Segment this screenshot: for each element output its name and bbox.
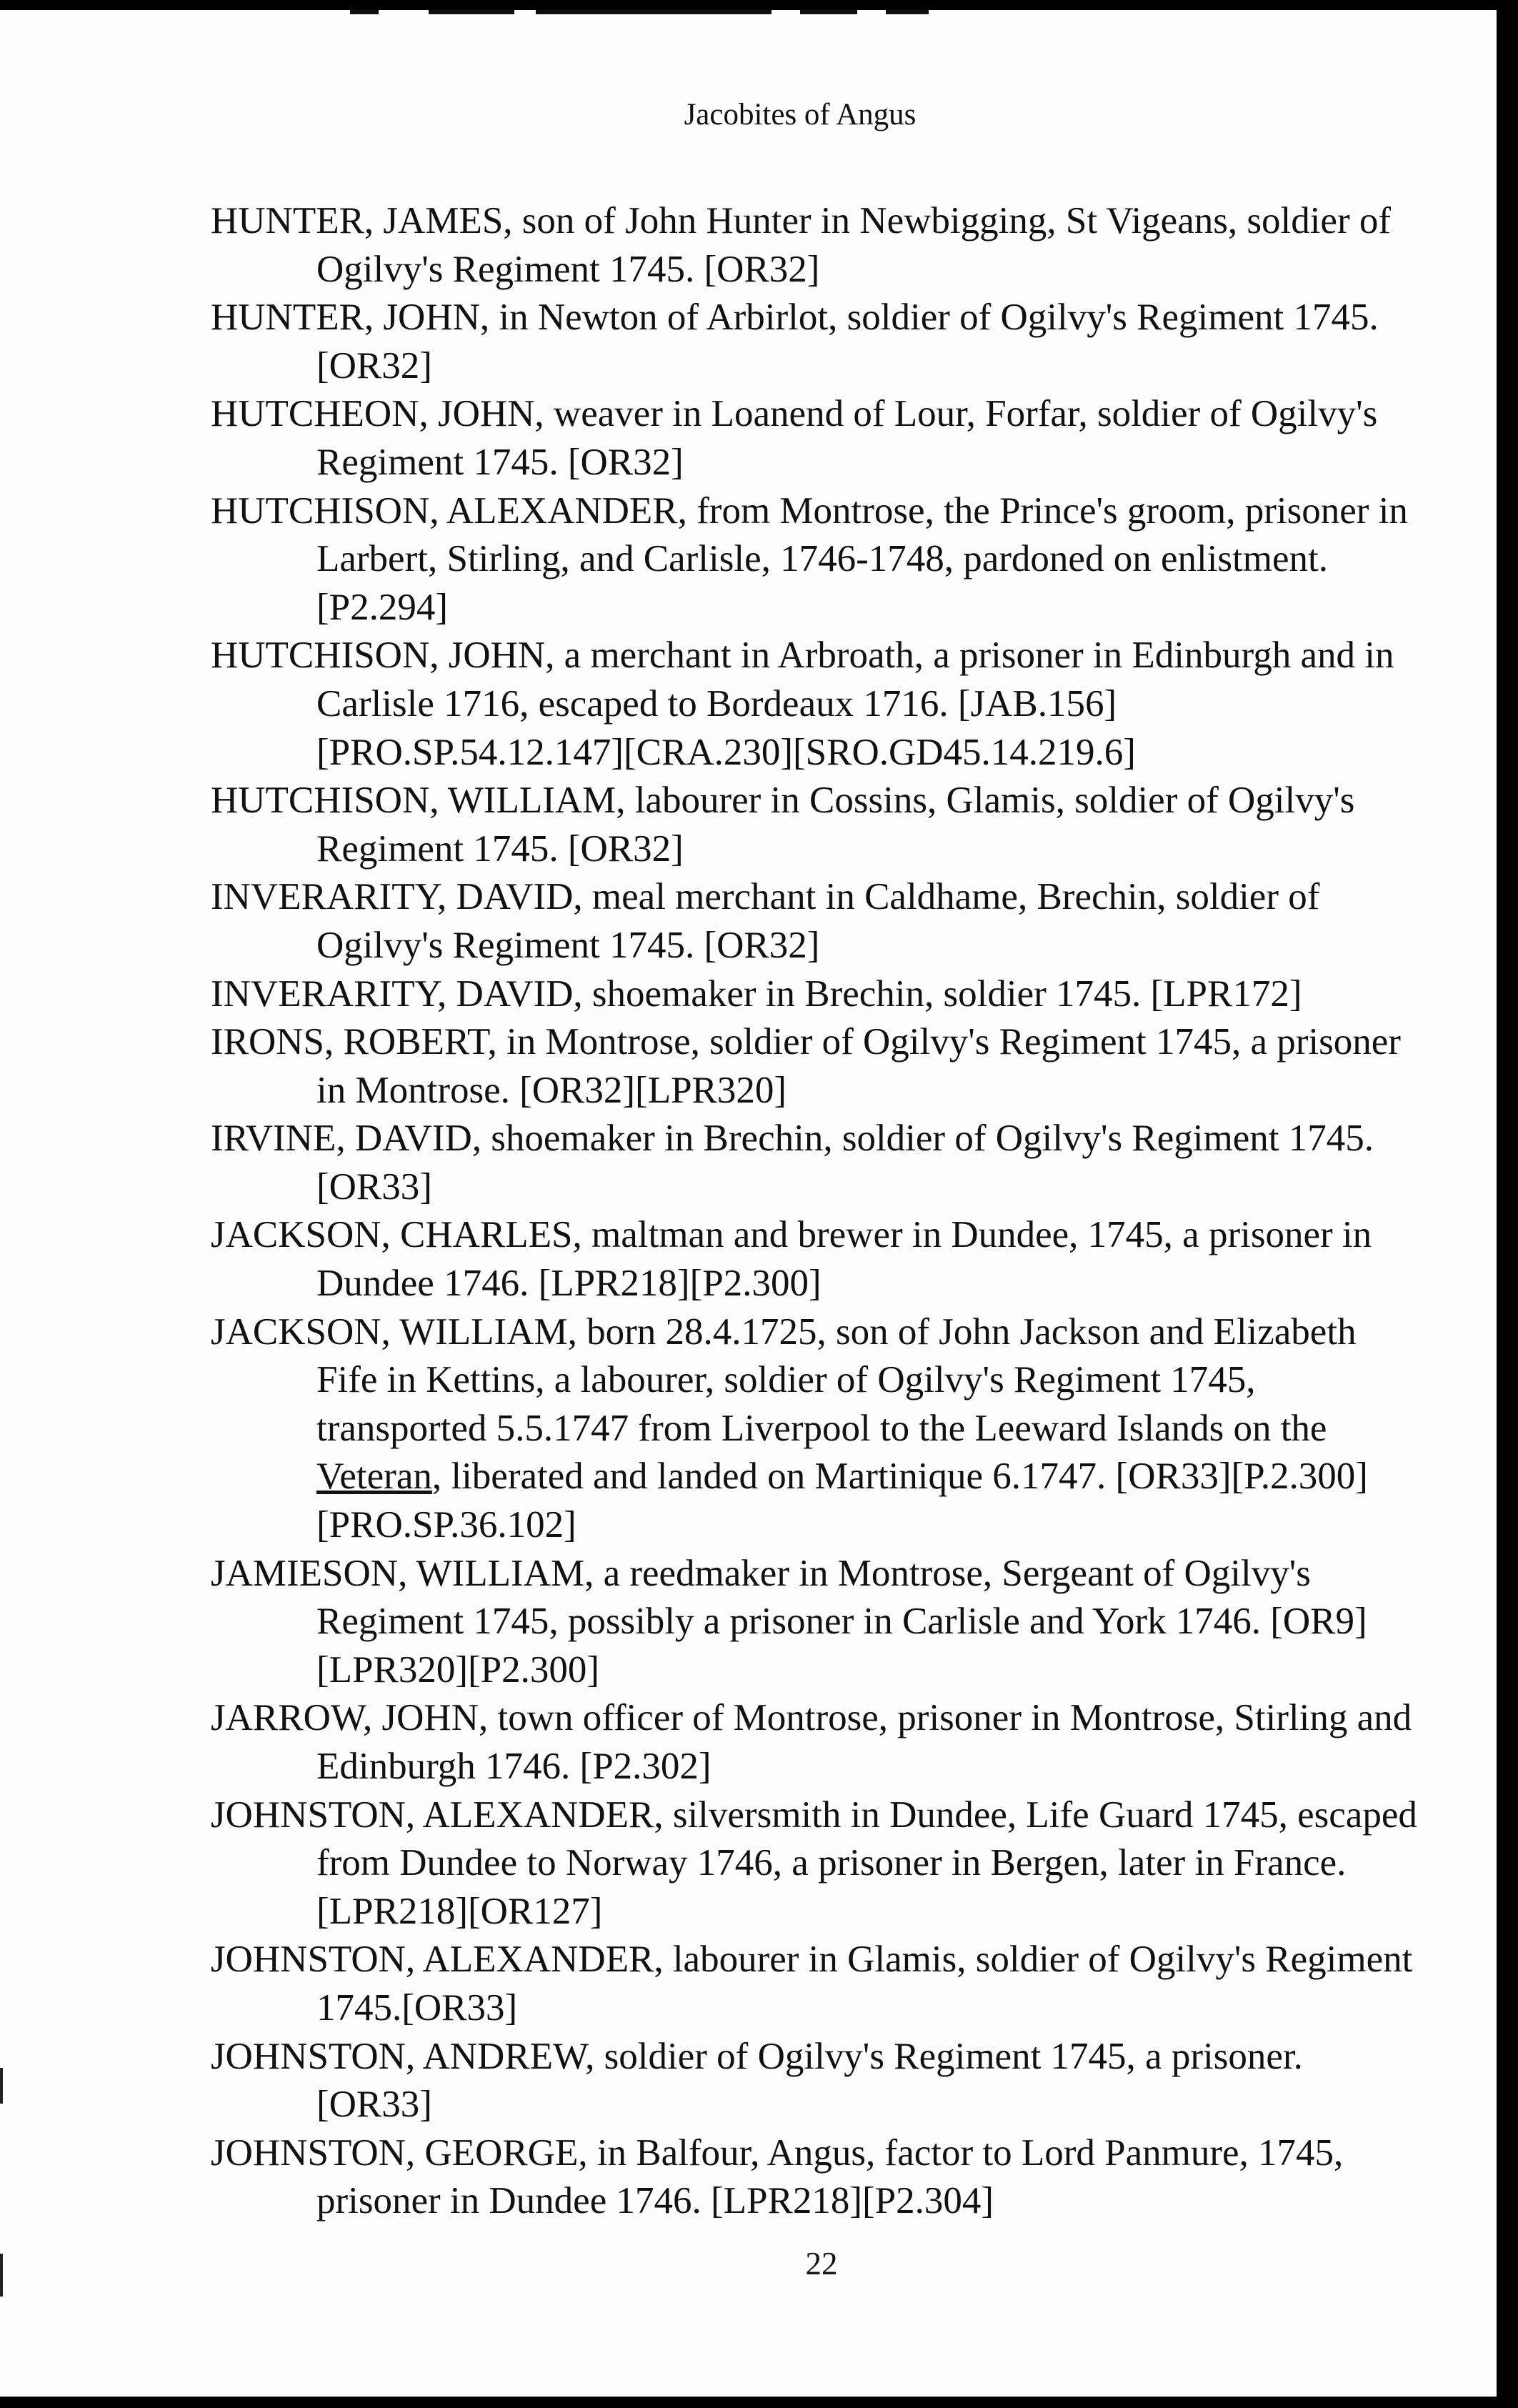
entry: HUNTER, JOHN, in Newton of Arbirlot, soldier of Ogilvy's Regiment 1745. [OR32]	[211, 297, 1379, 387]
entry: JACKSON, CHARLES, maltman and brewer in Dundee, 1745, a prisoner in Dundee 1746. [LPR218][P2.300]	[211, 1214, 1372, 1305]
entry: INVERARITY, DAVID, shoemaker in Brechin, soldier 1745. [LPR172]	[211, 972, 1302, 1015]
entry-text: , liberated and landed on Martinique 6.1747. [OR33][P.2.300][PRO.SP.36.102]	[316, 1456, 1368, 1546]
page-number: 22	[805, 2246, 838, 2282]
scan-edge-mark	[0, 2068, 3, 2104]
entry-list	[211, 197, 1425, 2226]
ship-name: Veteran	[316, 1456, 432, 1498]
entry: JOHNSTON, ALEXANDER, silversmith in Dundee, Life Guard 1745, escaped from Dundee to Norway 1746, a prisoner in Bergen, later in France. [LPR218][OR127]	[211, 1793, 1417, 1932]
entry: JOHNSTON, ANDREW, soldier of Ogilvy's Regiment 1745, a prisoner. [OR33]	[211, 2035, 1303, 2126]
entry: HUTCHISON, WILLIAM, labourer in Cossins, Glamis, soldier of Ogilvy's Regiment 1745. [OR32]	[211, 780, 1355, 870]
entry: JOHNSTON, GEORGE, in Balfour, Angus, factor to Lord Panmure, 1745, prisoner in Dundee 1746. [LPR218][P2.304]	[211, 2131, 1344, 2222]
entry-text: JACKSON, WILLIAM, born 28.4.1725, son of John Jackson and Elizabeth Fife in Kettins, a labourer, soldier of Ogilvy's Regiment 1745, transported 5.5.1747 from Liverpool to the Leeward Islands on the	[211, 1310, 1357, 1449]
entry	[211, 1308, 1425, 1550]
entry: IRONS, ROBERT, in Montrose, soldier of Ogilvy's Regiment 1745, a prisoner in Montrose. [OR32][LPR320]	[211, 1021, 1401, 1111]
entry: INVERARITY, DAVID, meal merchant in Caldhame, Brechin, soldier of Ogilvy's Regiment 1745. [OR32]	[211, 876, 1320, 966]
entry: HUNTER, JAMES, son of John Hunter in Newbigging, St Vigeans, soldier of Ogilvy's Regiment 1745. [OR32]	[211, 200, 1392, 290]
entry: HUTCHEON, JOHN, weaver in Loanend of Lour, Forfar, soldier of Ogilvy's Regiment 1745. [OR32]	[211, 393, 1378, 483]
scan-edge-mark	[0, 2254, 3, 2297]
entry: JARROW, JOHN, town officer of Montrose, prisoner in Montrose, Stirling and Edinburgh 1746. [P2.302]	[211, 1697, 1412, 1787]
book-page	[0, 10, 1497, 2397]
entry: IRVINE, DAVID, shoemaker in Brechin, soldier of Ogilvy's Regiment 1745. [OR33]	[211, 1118, 1374, 1208]
scan-edge-marks	[314, 10, 957, 16]
entry: JOHNSTON, ALEXANDER, labourer in Glamis, soldier of Ogilvy's Regiment 1745.[OR33]	[211, 1939, 1413, 2029]
entry: HUTCHISON, JOHN, a merchant in Arbroath, a prisoner in Edinburgh and in Carlisle 1716, escaped to Bordeaux 1716. [JAB.156] [PRO.SP.54.12.147][CRA.230][SRO.GD45.14.219.6]	[211, 635, 1394, 773]
entry: JAMIESON, WILLIAM, a reedmaker in Montrose, Sergeant of Ogilvy's Regiment 1745, possibly a prisoner in Carlisle and York 1746. [OR9][LPR320][P2.300]	[211, 1552, 1367, 1691]
entry: HUTCHISON, ALEXANDER, from Montrose, the Prince's groom, prisoner in Larbert, Stirling, and Carlisle, 1746-1748, pardoned on enlistment. [P2.294]	[211, 489, 1408, 628]
running-head: Jacobites of Angus	[684, 98, 917, 131]
